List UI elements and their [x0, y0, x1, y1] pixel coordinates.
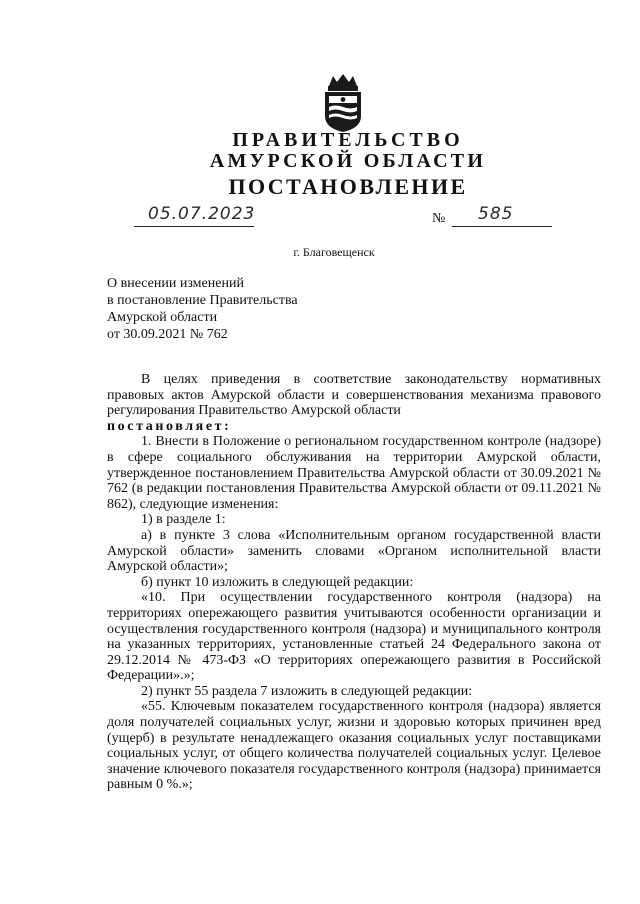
subject-line: от 30.09.2021 № 762	[107, 327, 228, 342]
date-underline	[134, 226, 254, 227]
body-paragraph: б) пункт 10 изложить в следующей редакции:	[141, 574, 414, 590]
body-paragraph: 2) пункт 55 раздела 7 изложить в следующей редакции:	[141, 683, 473, 699]
org-name-line2: АМУРСКОЙ ОБЛАСТИ	[209, 150, 487, 172]
body-paragraph: 1) в разделе 1:	[141, 512, 226, 528]
number-underline	[452, 226, 552, 227]
subject-line: Амурской области	[107, 310, 218, 325]
body-paragraph: 1. Внести в Положение о региональном государственном контроле (надзоре) в сфере социального обслуживания на территории Амурской области, утвержденное постановлением Правительства Амурской области от 30.09.2021 № 762 (в редакции постановления Правительства Амурской области от 09.11.2021 № 862), следующие изменения:	[107, 434, 601, 512]
preamble: В целях приведения в соответствие законодательству нормативных правовых актов Амурской области и совершенствования механизма правового регулирования Правительство Амурской области	[107, 372, 601, 419]
coat-of-arms-icon	[317, 72, 369, 134]
document-type: ПОСТАНОВЛЕНИЕ	[228, 174, 468, 199]
resolves-keyword: постановляет:	[107, 418, 232, 434]
subject-line: в постановление Правительства	[107, 293, 298, 308]
document-body	[107, 372, 601, 793]
body-paragraph: «55. Ключевым показателем государственного контроля (надзора) является доля получателей социальных услуг, жизни и здоровью которых причинен вред (ущерб) в результате ненадлежащего оказания социальных услуг поставщиками социальных услуг, от общего количества получателей социальных услуг. Целевое значение ключевого показателя государственного контроля (надзора) принимается равным 0 %.»;	[107, 699, 601, 793]
number-label: №	[432, 211, 446, 226]
subject-line: О внесении изменений	[107, 276, 244, 291]
body-paragraph: «10. При осуществлении государственного контроля (надзора) на территориях опережающего развития учитываются особенности организации и осуществления государственного контроля (надзора) и муниципального контроля на указанных территориях, установленные статьей 24 Федерального закона от 29.12.2014 № 473-ФЗ «О территориях опережающего развития в Российской Федерации».»;	[107, 590, 601, 684]
city: г. Благовещенск	[293, 245, 375, 259]
body-paragraph: а) в пункте 3 слова «Исполнительным органом государственной власти Амурской области» заменить словами «Органом исполнительной власти Амурской области»;	[107, 527, 601, 575]
document-number: 585	[478, 204, 514, 224]
document-subject	[107, 275, 298, 343]
document-date: 05.07.2023	[148, 204, 256, 224]
org-name-line1: ПРАВИТЕЛЬСТВО	[232, 129, 464, 151]
